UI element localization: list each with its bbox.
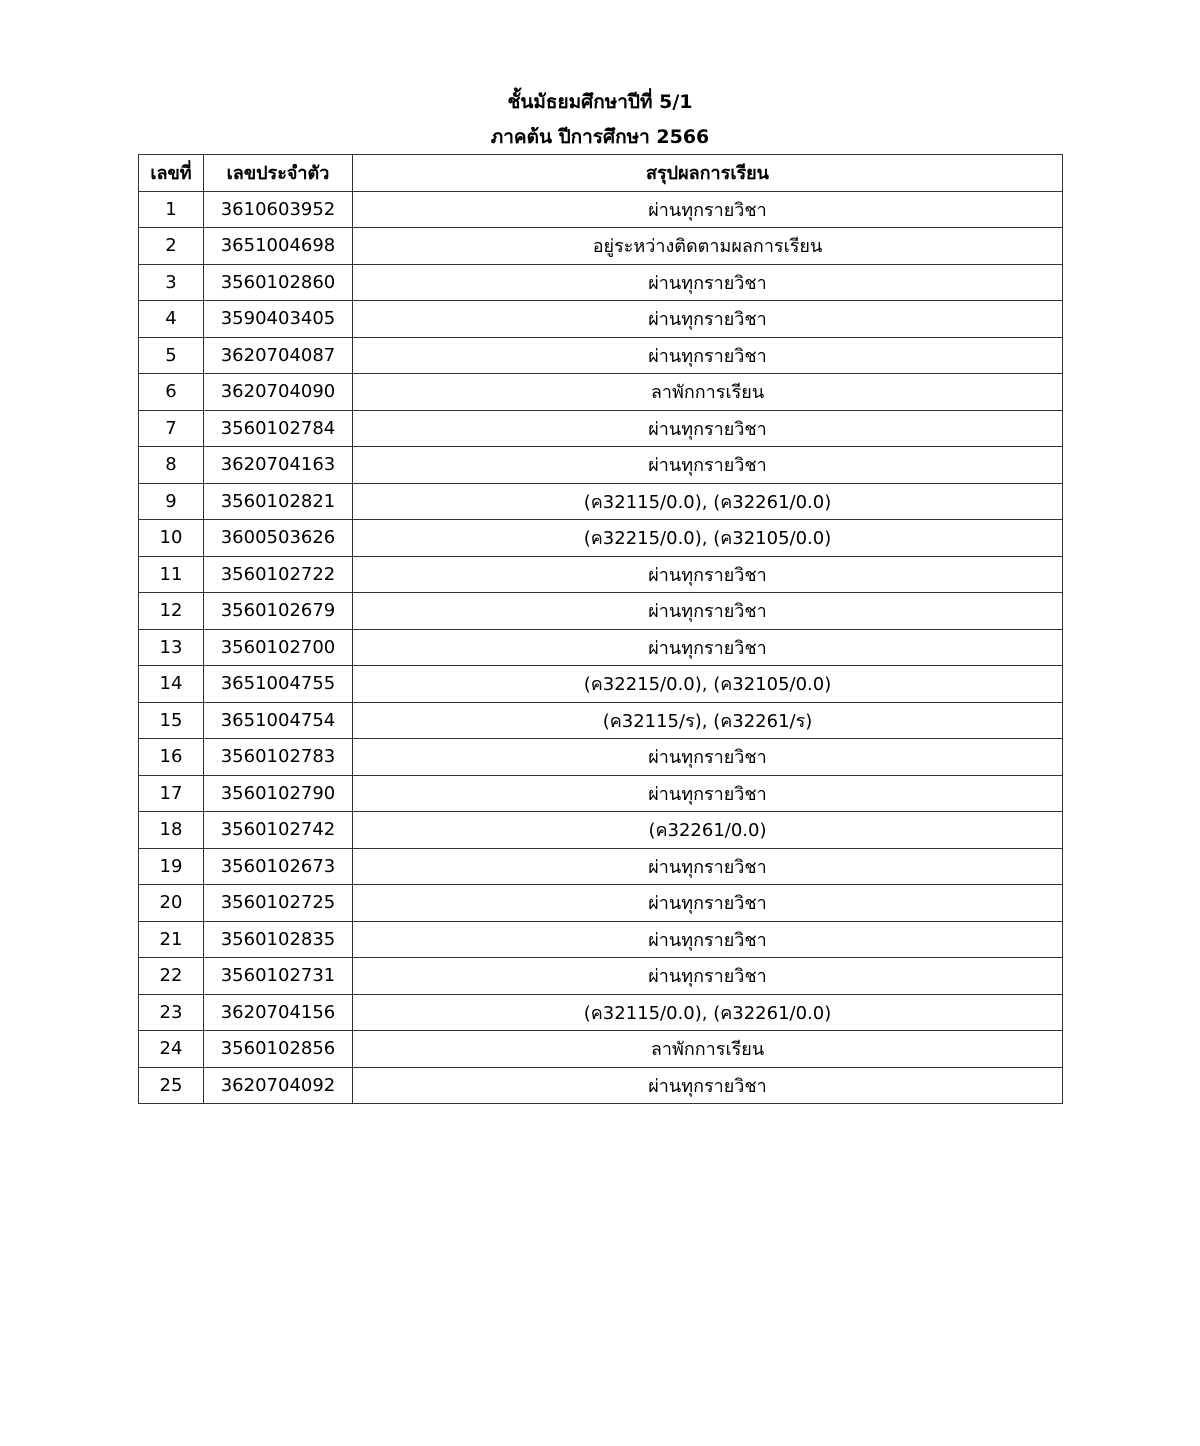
cell-number: 15 [139, 702, 204, 739]
cell-result: ผ่านทุกรายวิชา [353, 191, 1063, 228]
results-table [138, 154, 1063, 1104]
cell-number: 6 [139, 374, 204, 411]
table-row [139, 1031, 1063, 1068]
cell-number: 2 [139, 228, 204, 265]
table-row [139, 483, 1063, 520]
cell-student-id: 3610603952 [204, 191, 353, 228]
cell-number: 25 [139, 1067, 204, 1104]
table-row [139, 994, 1063, 1031]
table-row [139, 739, 1063, 776]
cell-number: 9 [139, 483, 204, 520]
cell-number: 11 [139, 556, 204, 593]
cell-result: ผ่านทุกรายวิชา [353, 337, 1063, 374]
cell-result: ลาพักการเรียน [353, 374, 1063, 411]
table-row [139, 556, 1063, 593]
cell-student-id: 3560102725 [204, 885, 353, 922]
table-row [139, 191, 1063, 228]
document-title: ชั้นมัธยมศึกษาปีที่ 5/1 [507, 91, 693, 113]
cell-student-id: 3560102700 [204, 629, 353, 666]
table-row [139, 921, 1063, 958]
header-number: เลขที่ [139, 155, 204, 192]
document-subtitle: ภาคต้น ปีการศึกษา 2566 [490, 126, 710, 148]
table-row [139, 593, 1063, 630]
cell-number: 17 [139, 775, 204, 812]
cell-number: 20 [139, 885, 204, 922]
header-student-id: เลขประจำตัว [204, 155, 353, 192]
cell-student-id: 3620704087 [204, 337, 353, 374]
cell-number: 12 [139, 593, 204, 630]
cell-number: 21 [139, 921, 204, 958]
table-row [139, 775, 1063, 812]
cell-number: 10 [139, 520, 204, 557]
cell-number: 13 [139, 629, 204, 666]
cell-result: ผ่านทุกรายวิชา [353, 264, 1063, 301]
cell-number: 16 [139, 739, 204, 776]
cell-result: ผ่านทุกรายวิชา [353, 848, 1063, 885]
cell-student-id: 3560102731 [204, 958, 353, 995]
cell-result: ผ่านทุกรายวิชา [353, 556, 1063, 593]
table-row [139, 812, 1063, 849]
cell-student-id: 3560102679 [204, 593, 353, 630]
table-row [139, 264, 1063, 301]
cell-student-id: 3651004698 [204, 228, 353, 265]
cell-student-id: 3620704163 [204, 447, 353, 484]
cell-student-id: 3560102856 [204, 1031, 353, 1068]
cell-result: ผ่านทุกรายวิชา [353, 629, 1063, 666]
cell-result: ผ่านทุกรายวิชา [353, 885, 1063, 922]
cell-number: 18 [139, 812, 204, 849]
cell-student-id: 3560102673 [204, 848, 353, 885]
cell-student-id: 3560102860 [204, 264, 353, 301]
table-row [139, 410, 1063, 447]
cell-result: (ค32215/0.0), (ค32105/0.0) [353, 520, 1063, 557]
header-result: สรุปผลการเรียน [353, 155, 1063, 192]
cell-student-id: 3560102742 [204, 812, 353, 849]
cell-result: (ค32115/0.0), (ค32261/0.0) [353, 994, 1063, 1031]
cell-number: 19 [139, 848, 204, 885]
cell-number: 4 [139, 301, 204, 338]
table-row [139, 447, 1063, 484]
cell-result: ผ่านทุกรายวิชา [353, 301, 1063, 338]
table-row [139, 885, 1063, 922]
cell-student-id: 3560102783 [204, 739, 353, 776]
cell-result: (ค32261/0.0) [353, 812, 1063, 849]
cell-student-id: 3600503626 [204, 520, 353, 557]
cell-result: (ค32215/0.0), (ค32105/0.0) [353, 666, 1063, 703]
cell-result: ผ่านทุกรายวิชา [353, 921, 1063, 958]
cell-student-id: 3560102784 [204, 410, 353, 447]
table-row [139, 228, 1063, 265]
cell-result: ผ่านทุกรายวิชา [353, 447, 1063, 484]
cell-student-id: 3560102722 [204, 556, 353, 593]
cell-result: ผ่านทุกรายวิชา [353, 1067, 1063, 1104]
cell-number: 24 [139, 1031, 204, 1068]
cell-number: 14 [139, 666, 204, 703]
table-row [139, 1067, 1063, 1104]
cell-student-id: 3651004754 [204, 702, 353, 739]
cell-student-id: 3590403405 [204, 301, 353, 338]
table-row [139, 301, 1063, 338]
table-row [139, 848, 1063, 885]
table-row [139, 337, 1063, 374]
cell-student-id: 3620704090 [204, 374, 353, 411]
cell-student-id: 3560102790 [204, 775, 353, 812]
cell-result: (ค32115/0.0), (ค32261/0.0) [353, 483, 1063, 520]
cell-student-id: 3651004755 [204, 666, 353, 703]
cell-result: ผ่านทุกรายวิชา [353, 739, 1063, 776]
cell-result: ผ่านทุกรายวิชา [353, 410, 1063, 447]
cell-student-id: 3560102835 [204, 921, 353, 958]
table-row [139, 629, 1063, 666]
cell-result: ลาพักการเรียน [353, 1031, 1063, 1068]
cell-number: 23 [139, 994, 204, 1031]
table-row [139, 958, 1063, 995]
cell-result: ผ่านทุกรายวิชา [353, 958, 1063, 995]
table-body [139, 191, 1063, 1104]
table-row [139, 702, 1063, 739]
cell-number: 3 [139, 264, 204, 301]
cell-number: 5 [139, 337, 204, 374]
cell-number: 8 [139, 447, 204, 484]
cell-student-id: 3620704156 [204, 994, 353, 1031]
cell-result: ผ่านทุกรายวิชา [353, 775, 1063, 812]
cell-number: 22 [139, 958, 204, 995]
cell-result: (ค32115/ร), (ค32261/ร) [353, 702, 1063, 739]
cell-number: 1 [139, 191, 204, 228]
table-header-row [139, 155, 1063, 192]
table-row [139, 374, 1063, 411]
cell-student-id: 3560102821 [204, 483, 353, 520]
table-row [139, 666, 1063, 703]
cell-number: 7 [139, 410, 204, 447]
cell-student-id: 3620704092 [204, 1067, 353, 1104]
table-row [139, 520, 1063, 557]
cell-result: ผ่านทุกรายวิชา [353, 593, 1063, 630]
cell-result: อยู่ระหว่างติดตามผลการเรียน [353, 228, 1063, 265]
